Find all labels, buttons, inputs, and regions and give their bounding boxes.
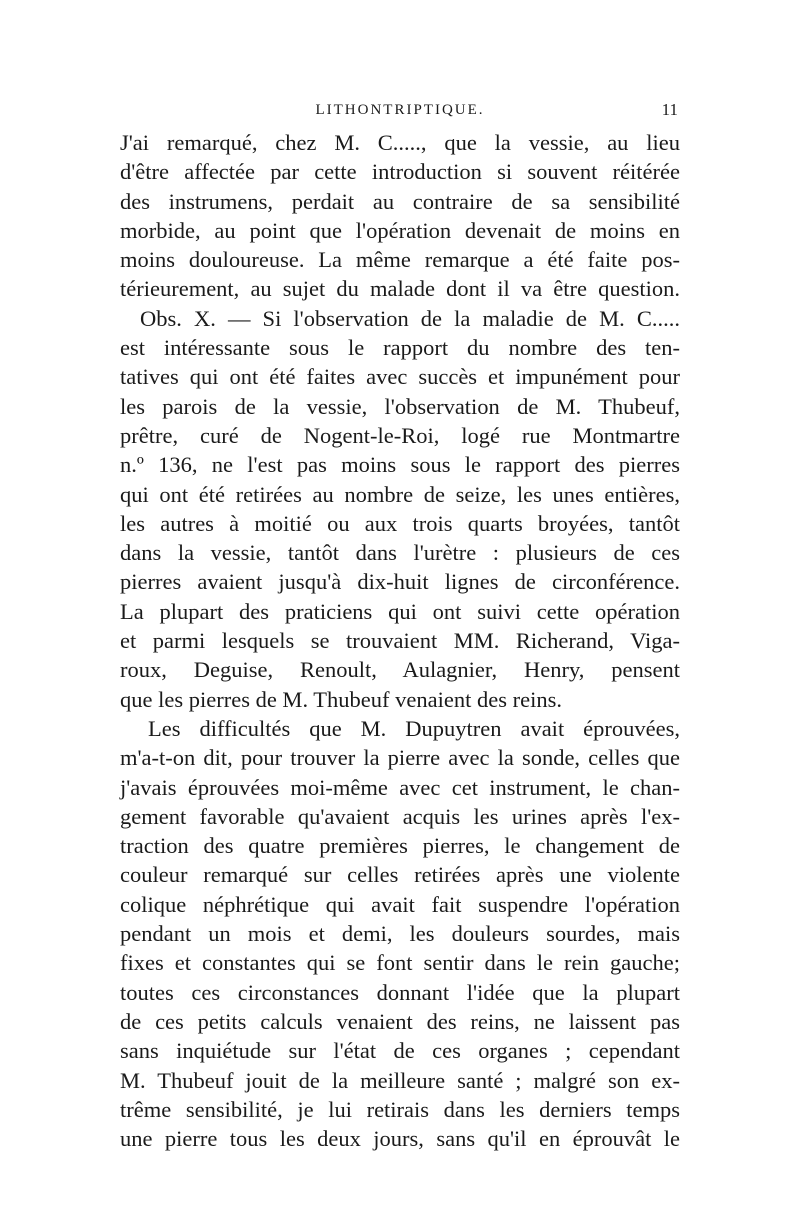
text-line: dans la vessie, tantôt dans l'urètre : plusieurs de ces [120, 540, 680, 566]
text-line: trême sensibilité, je lui retirais dans les derniers temps [120, 1096, 680, 1122]
text-line: Obs. X. — Si l'observation de la maladie de M. C..... [140, 305, 680, 331]
text-line: prêtre, curé de Nogent-le-Roi, logé rue Montmartre [120, 422, 680, 448]
running-title: LITHONTRIPTIQUE. [315, 102, 485, 118]
text-line: pendant un mois et demi, les douleurs sourdes, mais [120, 921, 680, 947]
page-number: 11 [661, 100, 678, 119]
text-line: et parmi lesquels se trouvaient MM. Richerand, Viga- [120, 628, 680, 654]
text-line: gement favorable qu'avaient acquis les urines après l'ex- [120, 803, 680, 829]
text-line: pierres avaient jusqu'à dix-huit lignes de circonférence. [120, 569, 680, 595]
text-line: térieurement, au sujet du malade dont il va être question. [120, 276, 680, 302]
text-line: une pierre tous les deux jours, sans qu'il en éprouvât le [120, 1126, 680, 1152]
text-line: moins douloureuse. La même remarque a été faite pos- [120, 247, 680, 273]
text-line: d'être affectée par cette introduction si souvent réitérée [120, 159, 680, 185]
text-line: colique néphrétique qui avait fait suspendre l'opération [120, 891, 680, 917]
text-line: traction des quatre premières pierres, le changement de [120, 833, 680, 859]
text-line: sans inquiétude sur l'état de ces organes ; cependant [120, 1038, 680, 1064]
text-line: toutes ces circonstances donnant l'idée que la plupart [120, 979, 680, 1005]
text-line: que les pierres de M. Thubeuf venaient des reins. [120, 686, 562, 712]
text-line: La plupart des praticiens qui ont suivi cette opération [120, 598, 680, 624]
text-line: tatives qui ont été faites avec succès et impunément pour [120, 364, 680, 390]
text-line: les parois de la vessie, l'observation de M. Thubeuf, [120, 393, 680, 419]
text-line: de ces petits calculs venaient des reins, ne laissent pas [120, 1008, 680, 1034]
text-line: qui ont été retirées au nombre de seize, les unes entières, [120, 481, 680, 507]
text-line: est intéressante sous le rapport du nombre des ten- [120, 335, 680, 361]
text-line: n.º 136, ne l'est pas moins sous le rapport des pierres [120, 452, 680, 478]
text-line: couleur remarqué sur celles retirées après une violente [120, 862, 680, 888]
text-line: les autres à moitié ou aux trois quarts broyées, tantôt [120, 510, 680, 536]
text-line: m'a-t-on dit, pour trouver la pierre avec la sonde, celles que [120, 745, 680, 771]
text-line: Les difficultés que M. Dupuytren avait éprouvées, [148, 715, 680, 741]
text-line: des instrumens, perdait au contraire de sa sensibilité [120, 188, 680, 214]
text-line: M. Thubeuf jouit de la meilleure santé ; malgré son ex- [120, 1067, 680, 1093]
page-header [120, 96, 680, 126]
body-text [120, 128, 680, 1153]
text-line: j'avais éprouvées moi-même avec cet instrument, le chan- [120, 774, 680, 800]
text-line: J'ai remarqué, chez M. C....., que la vessie, au lieu [120, 130, 680, 155]
text-line: morbide, au point que l'opération devenait de moins en [120, 217, 680, 243]
text-line: fixes et constantes qui se font sentir dans le rein gauche; [120, 950, 680, 976]
text-line: roux, Deguise, Renoult, Aulagnier, Henry, pensent [120, 657, 680, 683]
